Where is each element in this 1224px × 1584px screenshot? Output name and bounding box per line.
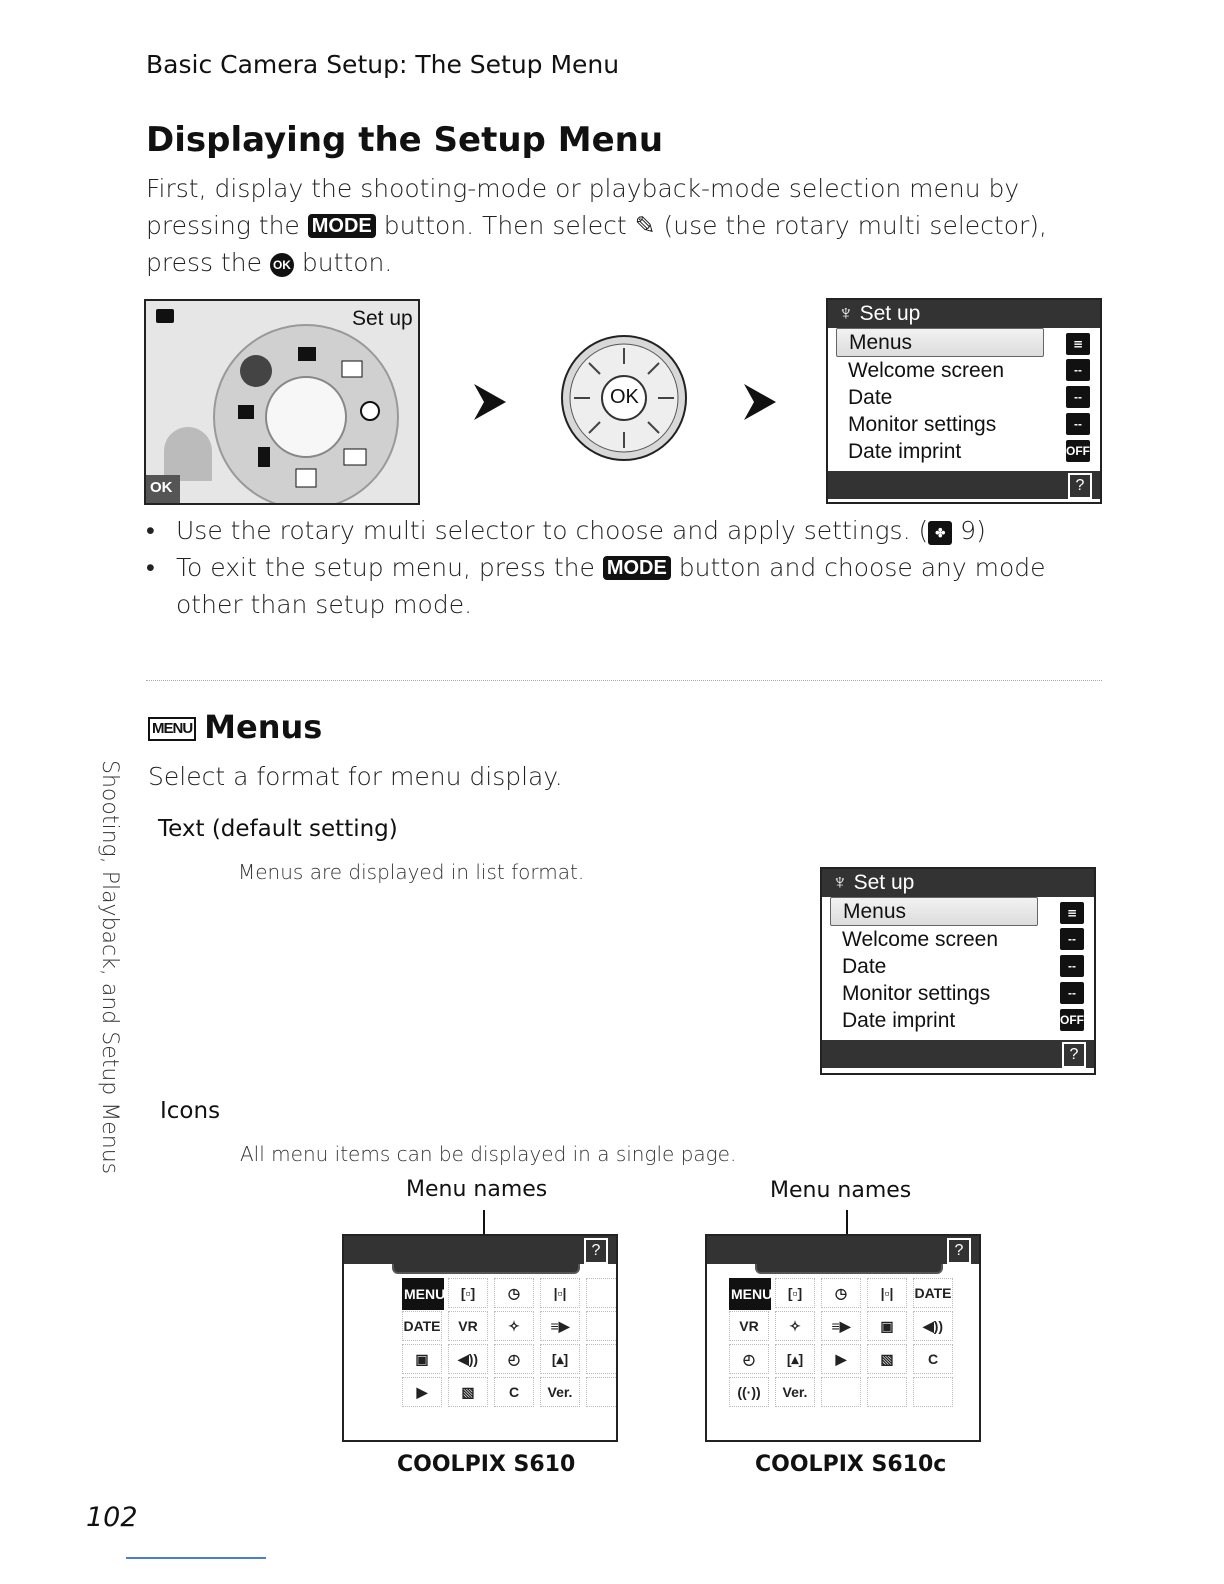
menu-icon-cell[interactable]: MENU [729, 1278, 771, 1310]
menu-icon-cell[interactable]: ✧ [494, 1311, 534, 1341]
menu-icon-cell[interactable]: ◷ [821, 1278, 861, 1308]
menu-icon-cell[interactable]: VR [729, 1311, 769, 1341]
mode-dial-graphic [146, 301, 418, 503]
menu-icon-cell[interactable]: ≡▶ [821, 1311, 861, 1341]
bullet-text: button and choose any mode other than setup mode. [176, 553, 1046, 619]
setup-item-date[interactable] [822, 953, 1094, 980]
wrench-icon: ✎ [634, 211, 656, 240]
bullet-text: Use the rotary multi selector to choose and apply settings. ( [176, 516, 929, 545]
menu-icon-cell[interactable]: Ver. [540, 1377, 580, 1407]
setup-item-monitor-settings[interactable] [822, 980, 1094, 1007]
menu-names-callout: Menu names [770, 1178, 912, 1203]
menu-icon-cell[interactable]: ▶ [402, 1377, 442, 1407]
para-text-4: button. [301, 248, 393, 277]
icon-menu-screen-s610c [705, 1234, 981, 1442]
item-label: Welcome screen [842, 928, 999, 951]
mode-button-icon: MODE [603, 556, 671, 580]
dash-icon: -- [1060, 928, 1084, 950]
icons-option-title: Icons [160, 1098, 221, 1124]
menu-icon-cell[interactable]: [▫] [448, 1278, 488, 1308]
dash-icon: -- [1066, 359, 1090, 381]
section-divider [146, 680, 1102, 681]
menus-intro: Select a format for menu display. [148, 762, 563, 791]
menu-icon-cell [586, 1377, 618, 1407]
setup-screen-header [822, 869, 1094, 897]
menu-icon-cell[interactable]: ▧ [867, 1344, 907, 1374]
help-icon: ? [947, 1238, 971, 1264]
setup-screen-footer [828, 471, 1100, 499]
menu-icon-cell[interactable]: VR [448, 1311, 488, 1341]
text-option-title: Text (default setting) [158, 816, 398, 842]
menu-icon-cell[interactable]: MENU [402, 1278, 444, 1310]
item-label: Monitor settings [842, 982, 991, 1005]
icon-grid [398, 1276, 618, 1408]
running-header: Basic Camera Setup: The Setup Menu [146, 50, 620, 79]
mode-screen-ok: OK [150, 479, 173, 496]
side-tab-label: Shooting, Playback, and Setup Menus [97, 760, 122, 1175]
bullet-item [176, 512, 1096, 549]
arrow-right-icon [470, 380, 510, 424]
dash-icon: -- [1066, 413, 1090, 435]
menu-icon-cell[interactable]: |▫| [867, 1278, 907, 1308]
setup-screen-title: Set up [853, 871, 915, 894]
help-icon: ? [1062, 1042, 1086, 1068]
wrench-icon: ♆ [838, 302, 860, 325]
menu-icon-cell[interactable]: ▣ [867, 1311, 907, 1341]
mode-selection-screen [144, 299, 420, 505]
menu-icon-cell[interactable]: ▣ [402, 1344, 442, 1374]
list-icon: ≡ [1060, 902, 1084, 924]
mode-button-icon: MODE [308, 214, 376, 238]
setup-item-welcome-screen[interactable] [828, 357, 1100, 384]
para-text-2: button. Then select [383, 211, 627, 240]
item-label: Date [848, 386, 893, 409]
setup-screen-header [828, 300, 1100, 328]
icons-option-desc: All menu items can be displayed in a single page. [240, 1142, 737, 1166]
item-label: Welcome screen [848, 359, 1005, 382]
dash-icon: -- [1060, 955, 1084, 977]
screen-footer [344, 1236, 616, 1264]
menu-icon-cell[interactable]: Ver. [775, 1377, 815, 1407]
reference-icon: ✤ [928, 521, 952, 545]
setup-item-menus[interactable] [836, 328, 1044, 357]
item-label: Date imprint [842, 1009, 956, 1032]
footer-rule [126, 1557, 266, 1559]
menu-icon-cell[interactable]: ◀)) [448, 1344, 488, 1374]
menu-icon: MENU [148, 717, 196, 741]
menu-icon-cell[interactable]: ((·)) [729, 1377, 769, 1407]
menu-icon-cell [586, 1311, 618, 1341]
page-number: 102 [86, 1502, 138, 1533]
ok-button-icon: OK [270, 253, 294, 277]
off-icon: OFF [1060, 1009, 1084, 1031]
menu-icon-cell[interactable]: C [913, 1344, 953, 1374]
arrow-right-icon [740, 380, 780, 424]
menu-icon-cell[interactable]: DATE [913, 1278, 953, 1308]
setup-screen-footer [822, 1040, 1094, 1068]
item-label: Menus [843, 900, 907, 923]
menu-icon-cell[interactable]: [▴] [775, 1344, 815, 1374]
menu-icon-cell[interactable]: C [494, 1377, 534, 1407]
help-icon: ? [1068, 473, 1092, 499]
menu-icon-cell [913, 1377, 953, 1407]
mode-screen-title: Set up [352, 307, 413, 330]
item-label: Date imprint [848, 440, 962, 463]
setup-item-monitor-settings[interactable] [828, 411, 1100, 438]
menu-icon-cell[interactable]: ▧ [448, 1377, 488, 1407]
setup-item-date[interactable] [828, 384, 1100, 411]
menu-icon-cell [586, 1278, 618, 1308]
setup-item-menus[interactable] [830, 897, 1038, 926]
setup-item-welcome-screen[interactable] [822, 926, 1094, 953]
item-label: Date [842, 955, 887, 978]
bullet-item [176, 549, 1096, 623]
menu-icon-cell [867, 1377, 907, 1407]
bullet-text: To exit the setup menu, press the [176, 553, 595, 582]
section-title: Displaying the Setup Menu [146, 120, 664, 160]
para-text-1: First, display the shooting-mode or playback-mode selection menu by pressing the [146, 174, 1020, 240]
menu-icon-cell[interactable]: ◷ [494, 1278, 534, 1308]
dash-icon: -- [1060, 982, 1084, 1004]
text-option-desc: Menus are displayed in list format. [238, 860, 585, 884]
caption-s610c: COOLPIX S610c [755, 1452, 947, 1477]
menu-icon-cell[interactable]: [▫] [775, 1278, 815, 1308]
menu-icon-cell[interactable]: ◴ [729, 1344, 769, 1374]
menu-icon-cell[interactable]: ◀)) [913, 1311, 953, 1341]
menus-title: Menus [204, 708, 323, 746]
dash-icon: -- [1066, 386, 1090, 408]
setup-screen-title: Set up [859, 302, 921, 325]
menus-heading [148, 708, 322, 746]
caption-s610: COOLPIX S610 [397, 1452, 576, 1477]
setup-menu-screen-text-format [820, 867, 1096, 1075]
list-icon: ≡ [1066, 333, 1090, 355]
menu-names-callout: Menu names [406, 1177, 548, 1202]
menu-icon-cell [821, 1377, 861, 1407]
icon-menu-screen-s610 [342, 1234, 618, 1442]
menu-icon-cell[interactable]: |▫| [540, 1278, 580, 1308]
menu-icon-cell[interactable]: ▶ [821, 1344, 861, 1374]
setup-menu-screen [826, 298, 1102, 504]
item-label: Monitor settings [848, 413, 997, 436]
menu-icon-cell[interactable]: [▴] [540, 1344, 580, 1374]
rotary-ok-label: OK [610, 386, 639, 408]
para-text-3: (use the rotary multi selector), press the [146, 211, 1047, 277]
menu-icon-cell[interactable]: ≡▶ [540, 1311, 580, 1341]
setup-item-date-imprint[interactable] [828, 438, 1100, 465]
bullet-ref: 9) [960, 516, 986, 545]
menu-icon-cell[interactable]: ✧ [775, 1311, 815, 1341]
menu-icon-cell[interactable]: ◴ [494, 1344, 534, 1374]
help-icon: ? [584, 1238, 608, 1264]
screen-footer [707, 1236, 979, 1264]
wrench-icon: ♆ [832, 871, 854, 894]
item-label: Menus [849, 331, 913, 354]
off-icon: OFF [1066, 440, 1090, 462]
intro-paragraph [146, 170, 1086, 281]
icon-grid [725, 1276, 955, 1408]
setup-item-date-imprint[interactable] [822, 1007, 1094, 1034]
menu-icon-cell[interactable]: DATE [402, 1311, 442, 1341]
camera-icon [156, 309, 174, 323]
menu-icon-cell [586, 1344, 618, 1374]
